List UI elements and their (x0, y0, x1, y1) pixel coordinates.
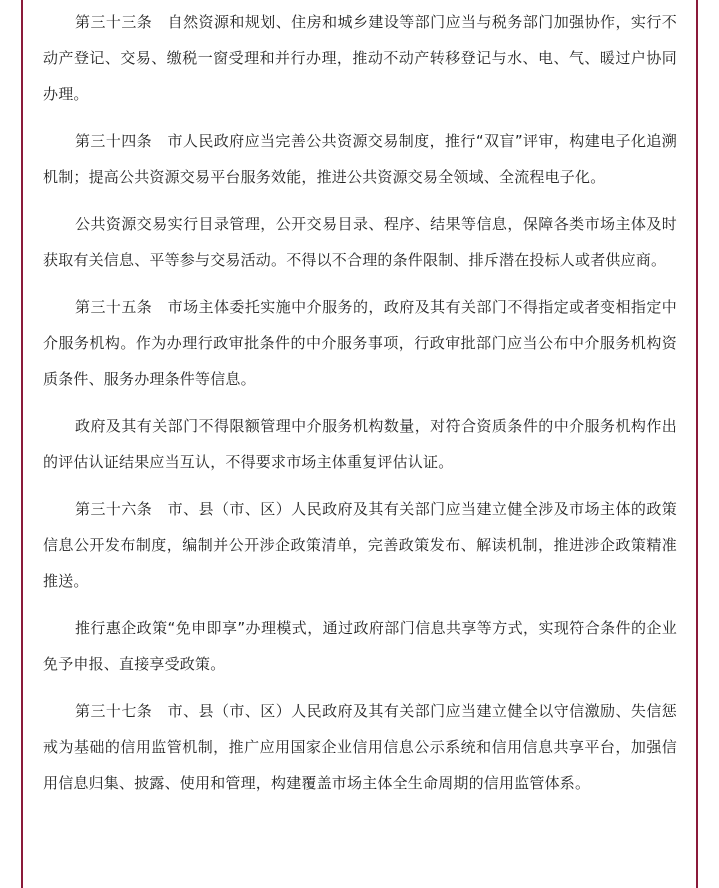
paragraph-article-37: 第三十七条 市、县（市、区）人民政府及其有关部门应当建立健全以守信激励、失信惩戒为基础的信用监管机制，推广应用国家企业信用信息公示系统和信用信息共享平台，加强信用信息归集、披露、使用和管理，构建覆盖市场主体全生命周期的信用监管体系。 (43, 702, 677, 792)
paragraph-article-35: 第三十五条 市场主体委托实施中介服务的，政府及其有关部门不得指定或者变相指定中介服务机构。作为办理行政审批条件的中介服务事项，行政审批部门应当公布中介服务机构资质条件、服务办理条件等信息。 (43, 298, 677, 388)
paragraph-policy-mode: 推行惠企政策“免申即享”办理模式，通过政府部门信息共享等方式，实现符合条件的企业免予申报、直接享受政策。 (43, 619, 677, 673)
paragraph-public-resource-trading: 公共资源交易实行目录管理，公开交易目录、程序、结果等信息，保障各类市场主体及时获取有关信息、平等参与交易活动。不得以不合理的条件限制、排斥潜在投标人或者供应商。 (43, 215, 677, 269)
left-border-rule (21, 0, 23, 888)
paragraph-article-33: 第三十三条 自然资源和规划、住房和城乡建设等部门应当与税务部门加强协作，实行不动产登记、交易、缴税一窗受理和并行办理，推动不动产转移登记与水、电、气、暖过户协同办理。 (43, 13, 677, 103)
article-body (43, 4, 677, 812)
paragraph-intermediary-services: 政府及其有关部门不得限额管理中介服务机构数量，对符合资质条件的中介服务机构作出的评估认证结果应当互认，不得要求市场主体重复评估认证。 (43, 417, 677, 471)
paragraph-article-36: 第三十六条 市、县（市、区）人民政府及其有关部门应当建立健全涉及市场主体的政策信息公开发布制度，编制并公开涉企政策清单，完善政策发布、解读机制，推进涉企政策精准推送。 (43, 500, 677, 590)
right-border-rule (696, 0, 698, 888)
paragraph-article-34: 第三十四条 市人民政府应当完善公共资源交易制度，推行“双盲”评审，构建电子化追溯机制；提高公共资源交易平台服务效能，推进公共资源交易全领域、全流程电子化。 (43, 132, 677, 186)
